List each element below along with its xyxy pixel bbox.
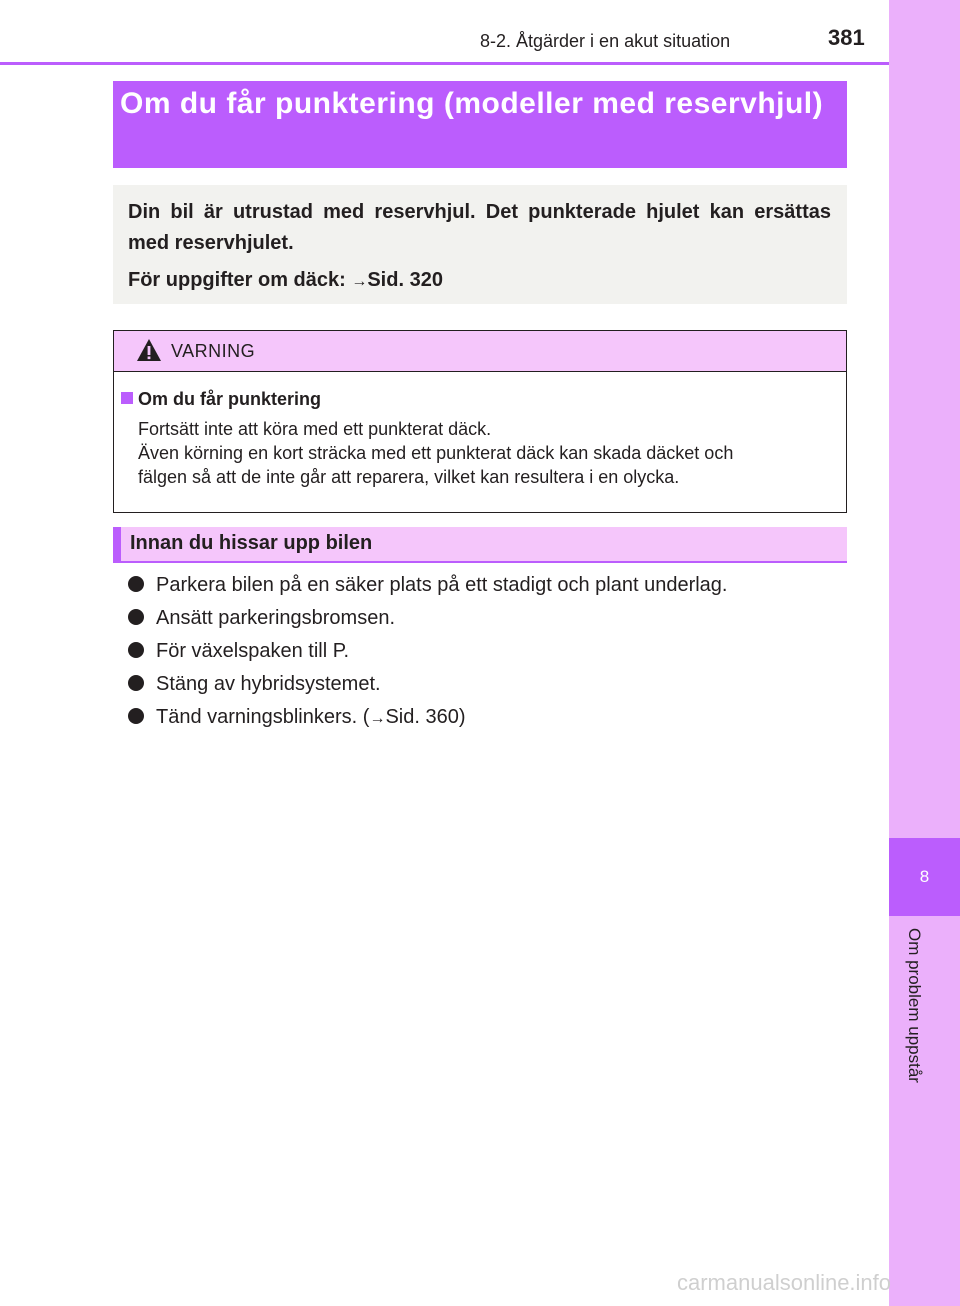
chapter-label: Om problem uppstår [905,928,924,1083]
square-bullet-icon [121,392,133,404]
list-item: Parkera bilen på en säker plats på ett stadigt och plant underlag. [128,569,727,602]
section-heading-bar [113,527,847,563]
arrow-right-icon: → [369,710,386,727]
intro-ref-page[interactable]: Sid. 320 [367,269,443,291]
warning-line: Även körning en kort sträcka med ett punkterat däck kan skada däcket och [138,443,734,463]
intro-text: Din bil är utrustad med reservhjul. Det punkterade hjulet kan ersättas med reservhjulet. [128,201,831,254]
list-item: Stäng av hybridsystemet. [128,668,727,701]
warning-item-title-text: Om du får punktering [138,389,322,409]
header-rule [0,62,889,65]
list-item: Ansätt parkeringsbromsen. [128,602,727,635]
list-item: Tänd varningsblinkers. (→Sid. 360) [128,701,727,734]
warning-body [138,417,838,489]
intro-box [113,185,847,304]
title-band [113,81,847,168]
list-item: För växelspaken till P. [128,635,727,668]
warning-header [114,331,846,372]
warning-line: fälgen så att de inte går att reparera, vilket kan resultera i en olycka. [138,467,680,487]
bullet-dot-icon [128,708,144,724]
page-title: Om du får punktering (modeller med reservhjul) [120,87,824,120]
warning-box [113,330,847,513]
section-heading: Innan du hissar upp bilen [130,532,373,554]
bullet-dot-icon [128,675,144,691]
page-reference-link[interactable]: Sid. 360) [385,706,466,728]
warning-item-title [121,389,321,410]
warning-triangle-icon [136,338,162,362]
intro-reference [128,266,443,296]
page-number: 381 [828,25,865,50]
chapter-number-box [889,838,960,916]
intro-ref-label: För uppgifter om däck: [128,269,352,291]
warning-line: Fortsätt inte att köra med ett punkterat däck. [138,419,492,439]
bullet-dot-icon [128,576,144,592]
instruction-list [128,569,727,734]
arrow-right-icon: → [351,273,368,290]
section-header: 8-2. Åtgärder i en akut situation [480,31,731,51]
section-heading-accent [113,527,121,561]
bullet-dot-icon [128,642,144,658]
warning-label: VARNING [171,341,256,361]
watermark: carmanualsonline.info [677,1270,892,1295]
chapter-number: 8 [919,867,930,886]
bullet-dot-icon [128,609,144,625]
